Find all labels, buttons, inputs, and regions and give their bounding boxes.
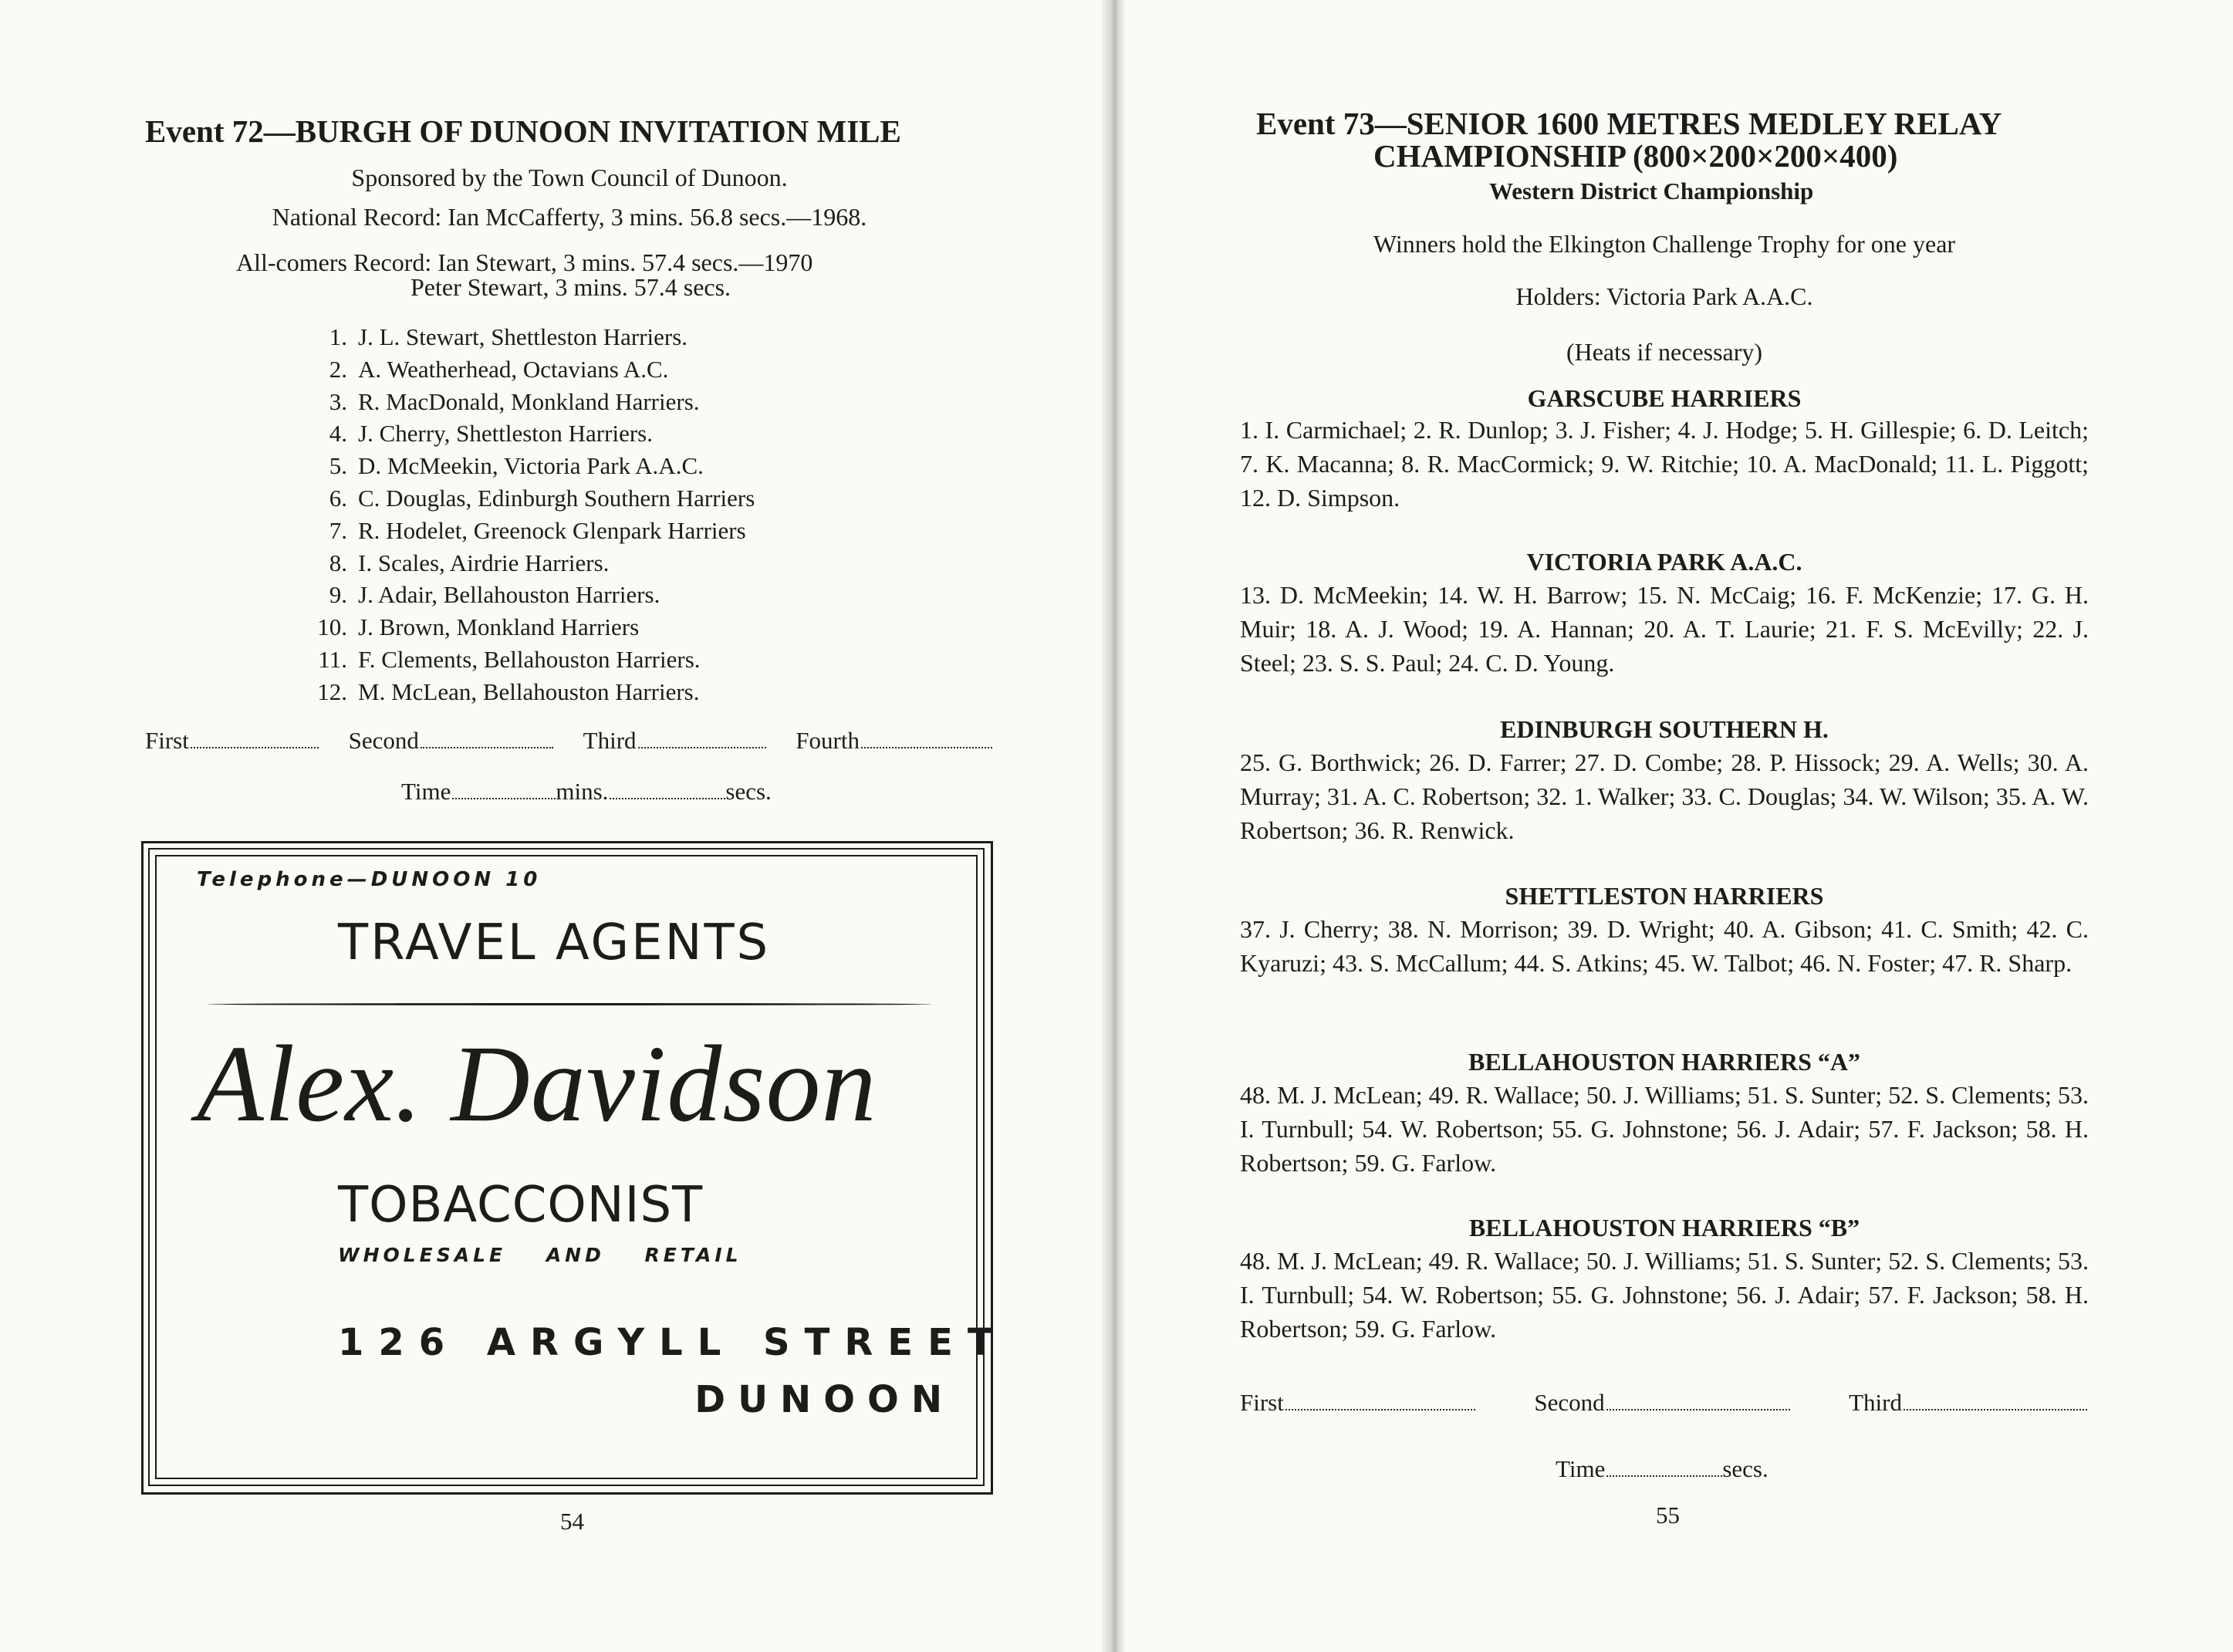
placing-first-label: First	[145, 727, 189, 754]
time-mins-blank	[452, 797, 556, 799]
team-name: EDINBURGH SOUTHERN H.	[1500, 715, 1829, 743]
entrant-name: A. Weatherhead, Octavians A.C.	[358, 355, 669, 383]
placing-first	[1240, 1389, 1475, 1417]
time-secs-blank	[1606, 1475, 1722, 1477]
team-members: 37. J. Cherry; 38. N. Morrison; 39. D. Wright; 40. A. Gibson; 41. C. Smith; 42. C. Kyaruzi; 43. S. McCallum; 44. S. Atkins; 45. W. Talbot; 46. N. Foster; 47. R. Sharp.	[1240, 915, 2089, 977]
page-number-right: 55	[1656, 1502, 1680, 1529]
placing-first	[145, 727, 319, 755]
placing-second-label: Second	[348, 727, 419, 754]
entrant-list-item	[309, 482, 988, 515]
placing-third-blank	[638, 746, 766, 748]
team-members: 1. I. Carmichael; 2. R. Dunlop; 3. J. Fisher; 4. J. Hodge; 5. H. Gillespie; 6. D. Leitch; 7. K. Macanna; 8. R. MacCormick; 9. W. Ritchie; 10. A. MacDonald; 11. L. Piggott; 12. D. Simpson.	[1240, 416, 2089, 512]
event-73-time	[1556, 1455, 1768, 1483]
entrant-number: 1.	[329, 323, 347, 350]
entrant-list-item	[309, 386, 988, 418]
event-73-title-line2: CHAMPIONSHIP (800×200×200×400)	[1373, 138, 1898, 174]
event-72-allcomers-record: All-comers Record: Ian Stewart, 3 mins. 57.4 secs.—1970	[236, 248, 813, 276]
entrant-number: 11.	[318, 645, 347, 673]
entrant-list-item	[309, 644, 988, 676]
team-name: BELLAHOUSTON HARRIERS “A”	[1468, 1048, 1860, 1076]
advert-travel-agents: TRAVEL AGENTS	[338, 914, 771, 971]
entrant-name: J. L. Stewart, Shettleston Harriers.	[358, 323, 688, 350]
event-73-title: Event 73—SENIOR 1600 METRES MEDLEY RELAY	[1256, 106, 2002, 141]
event-72-placings	[145, 727, 992, 755]
event-72-national-record: National Record: Ian McCafferty, 3 mins. 56.8 secs.—1968.	[272, 203, 867, 231]
entrant-name: F. Clements, Bellahouston Harriers.	[358, 645, 701, 673]
entrant-number: 10.	[317, 613, 347, 641]
team-members: 48. M. J. McLean; 49. R. Wallace; 50. J. Williams; 51. S. Sunter; 52. S. Clements; 53. I. Turnbull; 54. W. Robertson; 55. G. Johnstone; 56. J. Adair; 57. F. Jackson; 58. H. Robertson; 59. G. Farlow.	[1240, 1081, 2089, 1177]
entrant-name: C. Douglas, Edinburgh Southern Harriers	[358, 484, 755, 512]
entrant-list-item	[309, 515, 988, 547]
book-gutter	[1102, 0, 1125, 1652]
advert-trade: TOBACCONIST	[338, 1177, 704, 1234]
advert-divider	[207, 1003, 932, 1005]
team-members: 13. D. McMeekin; 14. W. H. Barrow; 15. N. McCaig; 16. F. McKenzie; 17. G. H. Muir; 18. A. J. Wood; 19. A. Hannan; 20. A. T. Laurie; 21. F. S. McEvilly; 22. J. Steel; 23. S. S. Paul; 24. C. D. Young.	[1240, 581, 2089, 677]
event-72-entrant-list	[309, 321, 988, 708]
entrant-list-item	[309, 611, 988, 644]
team-name: SHETTLESTON HARRIERS	[1505, 882, 1824, 910]
time-secs-label: secs.	[1722, 1455, 1768, 1482]
placing-first-blank	[191, 746, 319, 748]
placing-second-label: Second	[1534, 1389, 1605, 1416]
placing-third	[583, 727, 766, 755]
event-73-placings	[1240, 1389, 2087, 1417]
placing-third-blank	[1904, 1408, 2087, 1410]
placing-second-blank	[421, 746, 553, 748]
event-73-heats: (Heats if necessary)	[1566, 338, 1763, 366]
entrant-list-item	[309, 676, 988, 708]
entrant-number: 5.	[329, 452, 347, 480]
entrant-number: 6.	[329, 484, 347, 512]
entrant-name: J. Adair, Bellahouston Harriers.	[358, 581, 660, 609]
event-73-holders: Holders: Victoria Park A.A.C.	[1515, 282, 1813, 310]
entrant-list-item	[309, 321, 988, 353]
entrant-number: 4.	[329, 420, 347, 448]
entrant-list-item	[309, 353, 988, 386]
entrant-number: 7.	[329, 516, 347, 544]
entrant-number: 3.	[329, 387, 347, 415]
advert-town: DUNOON	[694, 1378, 954, 1421]
event-73-subtitle: Western District Championship	[1489, 177, 1814, 204]
entrant-list-item	[309, 579, 988, 611]
entrant-number: 2.	[329, 355, 347, 383]
placing-second	[349, 727, 553, 755]
team-members: 48. M. J. McLean; 49. R. Wallace; 50. J. Williams; 51. S. Sunter; 52. S. Clements; 53. I. Turnbull; 54. W. Robertson; 55. G. Johnstone; 56. J. Adair; 57. F. Jackson; 58. H. Robertson; 59. G. Farlow.	[1240, 1247, 2089, 1343]
entrant-name: J. Brown, Monkland Harriers	[358, 613, 640, 641]
event-72-allcomers-record-2: Peter Stewart, 3 mins. 57.4 secs.	[410, 273, 731, 301]
entrant-number: 12.	[317, 677, 347, 705]
entrant-name: D. McMeekin, Victoria Park A.A.C.	[358, 452, 704, 480]
team-name: GARSCUBE HARRIERS	[1527, 384, 1802, 412]
advert-wholesale-retail: WHOLESALE AND RETAIL	[338, 1244, 742, 1266]
entrant-number: 9.	[329, 581, 347, 609]
entrant-name: J. Cherry, Shettleston Harriers.	[358, 420, 653, 448]
entrant-name: M. McLean, Bellahouston Harriers.	[358, 677, 700, 705]
page-number-left: 54	[560, 1508, 584, 1535]
advert-business-name: Alex. Davidson	[197, 1022, 877, 1144]
team-name: BELLAHOUSTON HARRIERS “B”	[1468, 1214, 1860, 1242]
placing-third-label: Third	[583, 727, 637, 754]
advert-telephone: Telephone—DUNOON 10	[197, 868, 542, 891]
entrant-name: R. Hodelet, Greenock Glenpark Harriers	[358, 516, 746, 544]
time-label: Time	[401, 778, 451, 805]
advert-street-address: 126 ARGYLL STREET	[338, 1321, 1008, 1364]
placing-fourth	[796, 727, 992, 755]
team-members: 25. G. Borthwick; 26. D. Farrer; 27. D. Combe; 28. P. Hissock; 29. A. Wells; 30. A. Murray; 31. A. C. Robertson; 32. 1. Walker; 33. C. Douglas; 34. W. Wilson; 35. A. W. Robertson; 36. R. Renwick.	[1240, 748, 2089, 844]
placing-third	[1849, 1389, 2087, 1417]
time-label: Time	[1556, 1455, 1606, 1482]
event-73-trophy: Winners hold the Elkington Challenge Trophy for one year	[1373, 230, 1956, 258]
team-name: VICTORIA PARK A.A.C.	[1526, 548, 1802, 576]
time-secs-label: secs.	[725, 778, 772, 805]
placing-second	[1534, 1389, 1789, 1417]
entrant-name: I. Scales, Airdrie Harriers.	[358, 549, 610, 576]
entrant-name: R. MacDonald, Monkland Harriers.	[358, 387, 700, 415]
placing-fourth-blank	[861, 746, 992, 748]
placing-second-blank	[1606, 1408, 1790, 1410]
time-secs-blank	[610, 797, 725, 799]
entrant-list-item	[309, 450, 988, 482]
event-72-title: Event 72—BURGH OF DUNOON INVITATION MILE	[145, 113, 901, 149]
time-mins-label: mins.	[556, 778, 609, 805]
placing-first-blank	[1285, 1408, 1475, 1410]
entrant-list-item	[309, 547, 988, 579]
placing-fourth-label: Fourth	[796, 727, 860, 754]
event-72-time	[401, 778, 772, 806]
entrant-number: 8.	[329, 549, 347, 576]
placing-third-label: Third	[1849, 1389, 1902, 1416]
placing-first-label: First	[1240, 1389, 1284, 1416]
event-72-sponsor: Sponsored by the Town Council of Dunoon.	[351, 164, 788, 191]
entrant-list-item	[309, 417, 988, 450]
